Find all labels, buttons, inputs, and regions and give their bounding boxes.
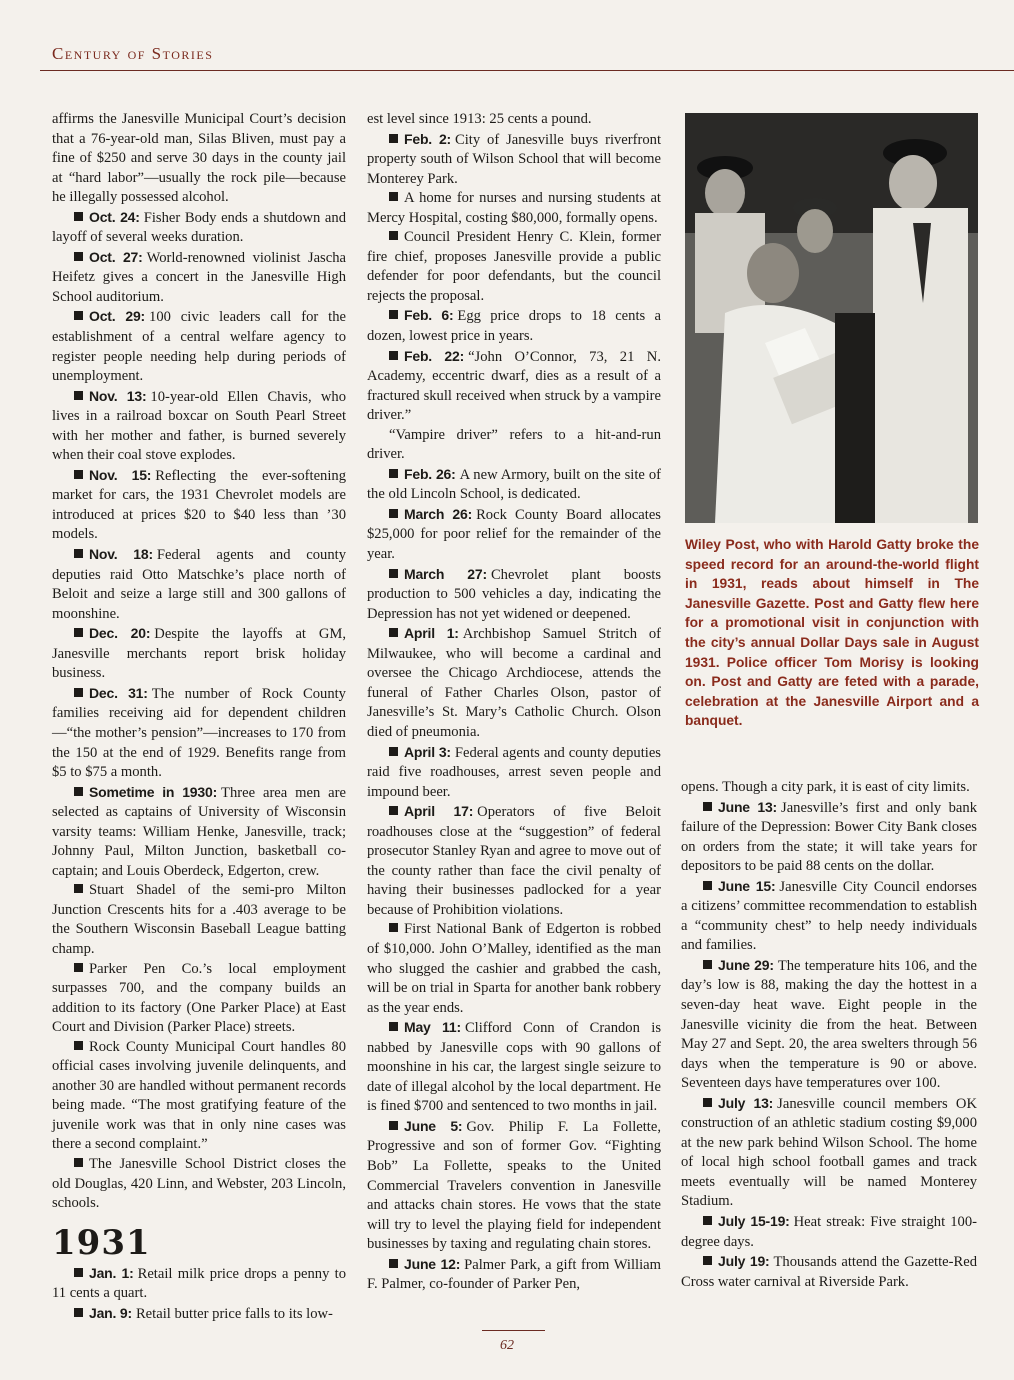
entry-date: July 13: <box>718 1094 774 1111</box>
wiley-post-photo <box>685 113 978 523</box>
entry-text: A new Armory, built on the site of the old Lincoln School, is dedicated. <box>367 466 661 503</box>
entry-text: Fisher Body ends a shutdown and layoff of several weeks duration. <box>52 209 346 246</box>
entry-date: Feb. 22: <box>404 347 465 364</box>
entries-1931-middle <box>367 110 661 1295</box>
bullet-square-icon <box>389 231 398 240</box>
entry-text: est level since 1913: 25 cents a pound. <box>367 111 592 127</box>
timeline-entry <box>367 465 661 505</box>
entry-text: Stuart Shadel of the semi-pro Milton Junction Crescents hits for a .403 average to be the Southern Wisconsin Baseball League batting champ. <box>52 882 346 957</box>
timeline-entry <box>367 189 661 228</box>
timeline-entry <box>367 426 661 465</box>
entry-date: Feb. 26: <box>404 465 456 482</box>
entry-text: Heat streak: Five straight 100-degree days. <box>681 1214 977 1250</box>
timeline-entry <box>367 802 661 920</box>
entry-text: 10-year-old Ellen Chavis, who lives in a railroad boxcar on South Pearl Street with her mother and father, is burned severely when their coal stove explodes. <box>52 388 346 464</box>
timeline-entry <box>367 130 661 190</box>
entry-text: Chevrolet plant boosts production to 500 vehicles a day, indicating the Depression has not yet widened or deepened. <box>367 566 661 622</box>
entry-text: “John O’Connor, 73, 21 N. Academy, eccentric dwarf, dies as a result of a fractured skull received when struck by a vampire driver.” <box>367 348 661 424</box>
bullet-square-icon <box>74 628 83 637</box>
bullet-square-icon <box>389 192 398 201</box>
entry-text: The number of Rock County families receiving aid for dependent children —“the mother’s pension”—increases to 170 from the 150 at the end of 1929. Benefits range from $5 to $75 a month. <box>52 685 346 781</box>
entry-text: Three area men are selected as captains of University of Wisconsin varsity teams: William Henke, Janesville, track; Johnny Paul, Milton Junction, basketball co-captain; and Louis Oberdeck, Edgerton, crew. <box>52 784 346 879</box>
entry-date: Dec. 20: <box>89 625 151 642</box>
bullet-square-icon <box>74 252 83 261</box>
column-3 <box>681 778 977 1292</box>
timeline-entry <box>52 1304 346 1325</box>
entries-1931-late <box>681 778 977 1292</box>
entry-text: Egg price drops to 18 cents a dozen, lowest price in years. <box>367 308 662 345</box>
timeline-entry <box>52 387 346 466</box>
timeline-entry <box>52 248 346 308</box>
entry-date: Nov. 15: <box>89 466 152 483</box>
entry-date: May 11: <box>404 1019 461 1036</box>
entry-text: City of Janesville buys riverfront property south of Wilson School that will become Monterey Park. <box>367 131 662 187</box>
bullet-square-icon <box>703 881 712 890</box>
entry-text: 100 civic leaders call for the establishment of a central welfare agency to register people needing help during periods of unemployment. <box>52 309 346 385</box>
entry-date: Nov. 18: <box>89 546 153 563</box>
bullet-square-icon <box>703 960 712 969</box>
timeline-entry <box>367 1018 661 1117</box>
bullet-square-icon <box>74 1268 83 1277</box>
bullet-square-icon <box>389 1259 398 1268</box>
bullet-square-icon <box>74 688 83 697</box>
entry-text: Retail butter price falls to its low- <box>135 1305 333 1322</box>
timeline-entry <box>52 684 346 783</box>
bullet-square-icon <box>703 802 712 811</box>
timeline-entry <box>52 1155 346 1214</box>
timeline-entry <box>367 920 661 1018</box>
bullet-square-icon <box>74 1041 83 1050</box>
entry-text: The temperature hits 106, and the day’s low is 88, making the day the hottest in a seven-day heat wave. Eight people in the Janesville vicinity die from the heat. Between May 27 and Sept. 20, the area swelters through 56 days when the temperature is 90 or above. Seventeen days have temperatures over 100. <box>681 957 977 1092</box>
bullet-square-icon <box>74 470 83 479</box>
entry-text: Reflecting the ever-softening market for cars, the 1931 Chevrolet models are introduced at prices $20 to $40 less than ’30 models. <box>52 467 346 543</box>
column-1 <box>52 110 346 1324</box>
bullet-square-icon <box>74 884 83 893</box>
entry-text: Despite the layoffs at GM, Janesville merchants report brisk holiday business. <box>52 626 346 682</box>
entry-date: March 27: <box>404 565 487 582</box>
timeline-entry <box>367 743 661 803</box>
bullet-square-icon <box>389 310 398 319</box>
timeline-entry <box>681 778 977 798</box>
entry-text: Clifford Conn of Crandon is nabbed by Janesville cops with 90 gallons of moonshine in his car, the largest single seizure to date of illegal alcohol by the local department. He is fined $700 and sentenced to two months in jail. <box>367 1020 662 1115</box>
entry-date: April 17: <box>404 803 474 820</box>
entry-text: Federal agents and county deputies raid five roadhouses, arrest seven people and impound beer. <box>367 744 661 800</box>
bullet-square-icon <box>389 569 398 578</box>
entry-text: Rock County Board allocates $25,000 for poor relief for the remainder of the year. <box>367 506 661 563</box>
bullet-square-icon <box>74 963 83 972</box>
timeline-entry <box>367 505 661 565</box>
entry-text: Council President Henry C. Klein, former fire chief, proposes Janesville provide a public defender for poor defendants, but the council rejects the proposal. <box>367 229 661 304</box>
entries-1931-start <box>52 1264 346 1325</box>
entry-date: Oct. 24: <box>89 208 140 225</box>
bullet-square-icon <box>74 212 83 221</box>
year-heading: 1931 <box>52 1222 151 1263</box>
running-head: Century of Stories <box>52 44 214 63</box>
bullet-square-icon <box>703 1256 712 1265</box>
entry-text: Rock County Municipal Court handles 80 official cases involving juvenile delinquents, and another 30 are handled without permanent records being made. “The most gratifying feature of the juvenile work was that in only nine cases was there a second complaint.” <box>52 1038 346 1153</box>
bullet-square-icon <box>389 1022 398 1031</box>
entry-text: A home for nurses and nursing students at Mercy Hospital, costing $80,000, formally opens. <box>367 190 661 226</box>
entry-date: Jan. 1: <box>89 1264 134 1281</box>
timeline-entry <box>367 1117 661 1255</box>
entry-date: Oct. 29: <box>89 308 146 325</box>
timeline-entry <box>367 565 661 625</box>
timeline-entry <box>367 1255 661 1295</box>
timeline-entry <box>52 545 346 624</box>
timeline-entry <box>52 110 346 208</box>
timeline-entry <box>367 306 661 346</box>
bullet-square-icon <box>389 469 398 478</box>
entry-date: Sometime in 1930: <box>89 783 218 800</box>
entry-date: June 5: <box>404 1117 463 1134</box>
bullet-square-icon <box>74 1158 83 1167</box>
entries-1930 <box>52 110 346 1214</box>
timeline-entry <box>681 877 977 956</box>
timeline-entry <box>367 347 661 426</box>
timeline-entry <box>52 208 346 248</box>
timeline-entry <box>681 956 977 1094</box>
timeline-entry <box>52 466 346 545</box>
timeline-entry <box>52 960 346 1038</box>
bullet-square-icon <box>389 1121 398 1130</box>
column-2 <box>367 110 661 1295</box>
entry-text: Janesville City Council endorses a citizens’ committee recommendation to establish a “community chest” to help needy individuals and families. <box>681 878 977 954</box>
entry-text: Janesville council members OK construction of an athletic stadium costing $9,000 at the new park behind Wilson School. The home of local high school football games and track meets eventually will be named Monterey Stadium. <box>681 1095 977 1210</box>
bullet-square-icon <box>389 134 398 143</box>
entry-date: June 12: <box>404 1255 461 1272</box>
timeline-entry <box>367 110 661 130</box>
entry-date: March 26: <box>404 505 473 522</box>
timeline-entry <box>681 1252 977 1292</box>
entry-text: Thousands attend the Gazette-Red Cross water carnival at Riverside Park. <box>681 1254 978 1290</box>
entry-date: Nov. 13: <box>89 387 147 404</box>
entry-text: “Vampire driver” refers to a hit-and-run driver. <box>367 426 661 463</box>
entry-date: Jan. 9: <box>89 1304 132 1321</box>
bullet-square-icon <box>389 747 398 756</box>
entry-text: First National Bank of Edgerton is robbed of $10,000. John O’Malley, identified as the man who slugged the cashier and grabbed the cash, will be on trial in Sparta for another bank robbery as the year ends. <box>367 921 661 1016</box>
entry-text: Archbishop Samuel Stritch of Milwaukee, who will become a cardinal and oversee the Chicago Archdiocese, attends the funeral of Father Charles Olson, pastor of Janesville’s St. Mary’s Catholic Church. Olson died of pneumonia. <box>367 626 661 740</box>
bullet-square-icon <box>389 509 398 518</box>
entry-text: Operators of five Beloit roadhouses close at the “suggestion” of federal prosecutor Stanley Ryan and agree to move out of the county rather than face the civil penalty of having their businesses padlocked for a year because of Prohibition violations. <box>367 804 661 918</box>
entry-text: World-renowned violinist Jascha Heifetz gives a concert in the Janesville High School auditorium. <box>52 249 346 305</box>
page-number: 62 <box>500 1338 514 1353</box>
timeline-entry <box>52 1038 346 1155</box>
footer-rule <box>482 1330 545 1331</box>
entry-date: July 19: <box>718 1253 770 1270</box>
timeline-entry <box>52 624 346 684</box>
timeline-entry <box>681 1094 977 1212</box>
entry-date: June 29: <box>718 956 774 973</box>
timeline-entry <box>52 1264 346 1304</box>
entry-text: opens. Though a city park, it is east of city limits. <box>681 779 970 795</box>
entry-text: The Janesville School District closes the old Douglas, 420 Linn, and Webster, 203 Lincoln, schools. <box>52 1155 346 1212</box>
photo-illustration <box>685 113 978 523</box>
bullet-square-icon <box>74 549 83 558</box>
photo-caption: Wiley Post, who with Harold Gatty broke the speed record for an around-the-world flight in 1931, reads about himself in The Janesville Gazette. Post and Gatty flew here for a promotional visit in conjunction with the city’s annual Dollar Days sale in August 1931. Police officer Tom Morisy is looking on. Post and Gatty are feted with a parade, celebration at the Janesville Airport and a banquet. <box>685 537 979 729</box>
bullet-square-icon <box>389 923 398 932</box>
timeline-entry <box>52 783 346 882</box>
entry-text: Palmer Park, a gift from William F. Palmer, co-founder of Parker Pen, <box>367 1256 661 1293</box>
timeline-entry <box>52 307 346 386</box>
entry-date: April 3: <box>404 743 451 760</box>
timeline-entry <box>681 1212 977 1252</box>
bullet-square-icon <box>389 628 398 637</box>
entry-text: affirms the Janesville Municipal Court’s decision that a 76-year-old man, Silas Bliven, must pay a fine of $250 and serve 30 days in the county jail at “hard labor”—usually the rock pile—because he illegally possessed alcohol. <box>52 111 346 206</box>
entry-text: Janesville’s first and only bank failure of the Depression: Bower City Bank closes on orders from the state; it will take years for depositors to be paid 88 cents on the dollar. <box>681 799 977 875</box>
entry-date: Oct. 27: <box>89 248 143 265</box>
timeline-entry <box>367 624 661 742</box>
header-rule <box>40 70 1014 71</box>
entry-date: Feb. 2: <box>404 130 451 147</box>
entry-date: June 13: <box>718 798 778 815</box>
bullet-square-icon <box>389 351 398 360</box>
bullet-square-icon <box>703 1098 712 1107</box>
entry-date: July 15-19: <box>718 1213 790 1230</box>
timeline-entry <box>52 881 346 959</box>
bullet-square-icon <box>74 311 83 320</box>
bullet-square-icon <box>74 1308 83 1317</box>
bullet-square-icon <box>74 391 83 400</box>
entry-date: Dec. 31: <box>89 684 148 701</box>
entry-text: Retail milk price drops a penny to 11 cents a quart. <box>52 1265 347 1302</box>
entry-date: Feb. 6: <box>404 307 454 324</box>
entry-text: Gov. Philip F. La Follette, Progressive and son of former Gov. “Fighting Bob” La Follette, speaks to the United Commercial Travelers convention in Janesville and attacks chain stores. He vows that the state will try to level the playing field for independent businesses by taxing and regulating chain stores. <box>367 1118 661 1253</box>
entry-text: Federal agents and county deputies raid Otto Matschke’s place north of Beloit and seize a large still and 300 gallons of moonshine. <box>52 547 346 622</box>
timeline-entry <box>681 798 977 877</box>
entry-date: June 15: <box>718 877 776 894</box>
page-header <box>0 0 1014 72</box>
timeline-entry <box>367 228 661 306</box>
bullet-square-icon <box>74 787 83 796</box>
bullet-square-icon <box>703 1216 712 1225</box>
entry-text: Parker Pen Co.’s local employment surpasses 700, and the company builds an addition to its factory (One Parker Place) at East Court and Division (Parker Place) streets. <box>52 960 346 1036</box>
entry-date: April 1: <box>404 625 459 642</box>
bullet-square-icon <box>389 806 398 815</box>
